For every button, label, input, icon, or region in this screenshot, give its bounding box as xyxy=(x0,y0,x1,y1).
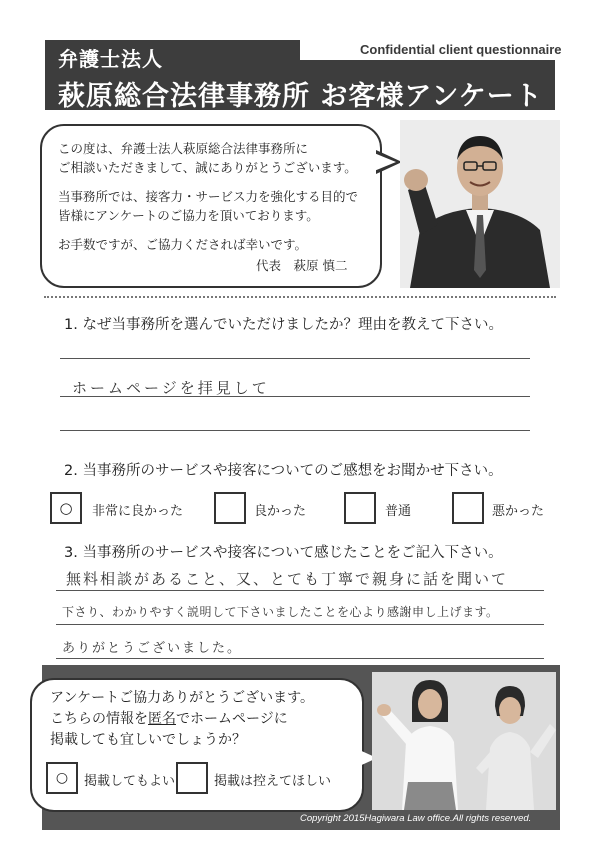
question-1: 1. なぜ当事務所を選んでいただけましたか？理由を教えて下さい。 xyxy=(64,317,503,333)
greeting-line-2: ご相談いただきまして、誠にありがとうございます。 xyxy=(58,160,357,175)
option-label-publish-no: 掲載は控えてほしい xyxy=(214,774,332,789)
option-label-good: 良かった xyxy=(254,504,307,519)
checkbox-bad[interactable] xyxy=(452,492,484,524)
greeting-line-5: お手数ですが、ご協力くだされば幸いです。 xyxy=(58,237,308,252)
closing-line-2: こちらの情報を匿名でホームページに xyxy=(50,711,288,727)
answer-line xyxy=(60,396,530,397)
answer-3-line-2: 下さり、わかりやすく説明して下さいましたことを心より感謝申し上げます。 xyxy=(62,605,499,619)
answer-line xyxy=(60,430,530,431)
greeting-line-1: この度は、弁護士法人萩原総合法律事務所に xyxy=(58,141,309,156)
header-english: Confidential client questionnaire xyxy=(360,42,562,57)
representative-photo xyxy=(400,120,560,288)
checkbox-good[interactable] xyxy=(214,492,246,524)
answer-line xyxy=(56,624,544,625)
closing-line-3: 掲載しても宜しいでしょうか？ xyxy=(50,732,246,748)
option-label-very-good: 非常に良かった xyxy=(92,504,184,519)
answer-3-line-3: ありがとうございました。 xyxy=(62,641,243,656)
header-subtitle: 弁護士法人 xyxy=(58,47,163,71)
signature: 代表 萩原 慎二 xyxy=(256,258,348,273)
question-3: 3. 当事務所のサービスや接客について感じたことをご記入下さい。 xyxy=(64,545,503,561)
page-title: 萩原総合法律事務所 お客様アンケート xyxy=(58,81,543,112)
option-label-bad: 悪かった xyxy=(492,504,545,519)
checkbox-average[interactable] xyxy=(344,492,376,524)
closing-line-1: アンケートご協力ありがとうございます。 xyxy=(50,690,315,706)
anonymous-text: 匿名 xyxy=(148,711,176,727)
section-divider xyxy=(44,296,556,298)
answer-3-line-1: 無料相談があること、又、とても丁寧で親身に話を聞いて xyxy=(66,570,509,588)
option-label-publish-ok: 掲載してもよい xyxy=(84,774,176,789)
checkbox-mark: ○ xyxy=(59,499,73,517)
checkbox-publish-no[interactable] xyxy=(176,762,208,794)
answer-1-text: ホームページを拝見して xyxy=(72,379,270,397)
answer-line xyxy=(56,658,544,659)
checkbox-publish-ok[interactable]: ○ xyxy=(46,762,78,794)
answer-line xyxy=(56,590,544,591)
staff-photo xyxy=(372,672,556,810)
option-label-average: 普通 xyxy=(385,504,412,519)
greeting-line-3: 当事務所では、接客力・サービス力を強化する目的で xyxy=(58,189,359,204)
question-2: 2. 当事務所のサービスや接客についてのご感想をお聞かせ下さい。 xyxy=(64,463,503,479)
greeting-line-4: 皆様にアンケートのご協力を頂いております。 xyxy=(58,208,319,223)
answer-line xyxy=(60,358,530,359)
checkbox-very-good[interactable] xyxy=(50,492,82,524)
copyright: Copyright 2015Hagiwara Law office.All rights reserved. xyxy=(300,813,532,824)
